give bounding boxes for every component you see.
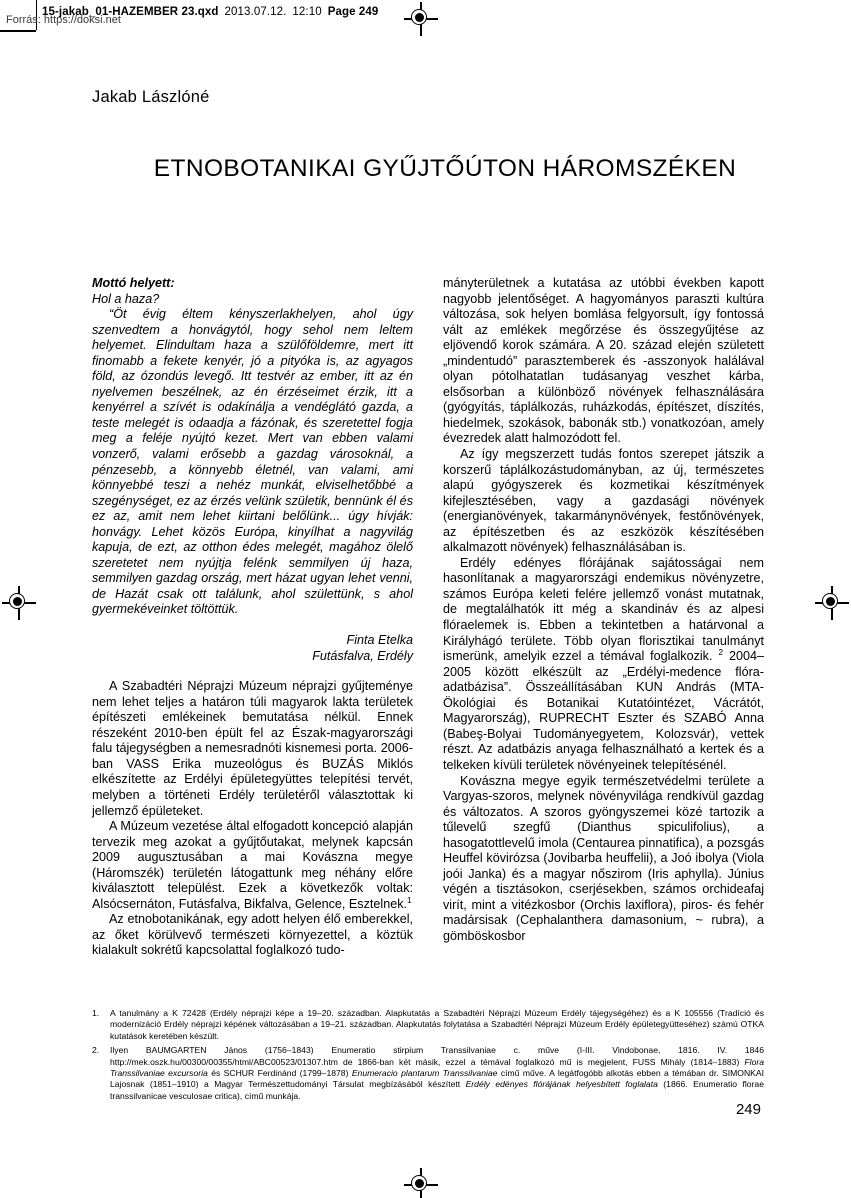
left-column: [92, 276, 413, 959]
motto-heading: Mottó helyett:: [92, 276, 175, 290]
footnote-2-italic-2: Enumeracio plantarum Transsilvaniae: [351, 1068, 498, 1079]
footnote-text-2: [110, 1045, 764, 1102]
footnote-2-part-1: Ilyen BAUMGARTEN János (1756–1843) Enumeratio stirpium Transsilvaniae c. műve (I-III. Vindobonae, 1816. IV. 1846 http://mek.oszk.hu/00300/00355/html/ABC00523/01307.htm de 1866-ban két másik, ezzel a témával foglalkozó mű is megjelent, FUSS Mihály (1814–1883): [110, 1045, 764, 1067]
footnote-2-italic-3: Erdély edényes flórájának helyesbített foglalata: [465, 1079, 658, 1090]
right-paragraph-2: Az így megszerzett tudás fontos szerepet játszik a korszerű táplálkozástudományban, az új, természetes alapú gyógyszerek és kozmetikai készítmények kifejlesztésében, vagy a gazdasági növények (energianövények, takarmánynövények, festőnövények, az építészetben és az eszközök készítésében alkalmazott növények) felhasználásában is.: [443, 447, 764, 555]
motto-text: “Öt évig éltem kényszerlakhelyen, ahol úgy szenvedtem a honvágytól, hogy sehol nem leltem helyemet. Elindultam haza a szülőföldemre, mert itt finomabb a fekete kenyér, jó a pityóka is, az agyagos föld, az ózondús levegő. Itt testvér az ember, itt az én nyelvemen beszélnek, az én érzéseimet érzik, itt a kenyérrel a szívét is odakínálja a vendéglátó gazda, a teste melegét is odaadja a fázónak, és szeretettel fogja meg a feléje nyújtó kezet. Mert van ebben valami vonzerő, valami erősebb a gazdag városoknál, a pénzesebb, a könnyebb életnél, van valami, ami könnyebbé teszi a nehéz munkát, elviselhetőbbé a szegénységet, ez az érzés velünk születik, bennünk él és ez az, amit nem lehet kiirtani belőlünk... úgy hívják: honvágy. Lehet közös Európa, kinyílhat a nagyvilág kapuja, de ezt, az otthon édes melegét, magához ölelő szeretetet nem nyújtja felénk semmilyen új haza, semmilyen gazdag ország, mert házat ugyan lehet venni, de Hazát csak ott találunk, ahol születtünk, s ahol gyermekéveinket töltöttük.: [92, 307, 413, 617]
footnote-text-1: A tanulmány a K 72428 (Erdély néprajzi képe a 19–20. században. Alapkutatás a Szabadtéri Néprajzi Múzeum Erdély tájegységéhez) és a K 105556 (Tradíció és modernizáció Erdély néprajzi képének változásában a 19–21. században. Alapkutatás folytatása a Szabadtéri Néprajzi Múzeum Erdély épületegyütteséhez) számú OTKA kutatások keretében készült.: [110, 1008, 764, 1041]
right-paragraph-4: Kovászna megye egyik természetvédelmi területe a Vargyas-szoros, melynek növényvilága rendkívül gazdag és változatos. A szoros gyöngyszemei közé tartozik a tűlevelű szegfű (Dianthus spiculifolius), a hasogatottlevelű imola (Centaurea pinnatifica), a pozsgás Heuffel kövirózsa (Jovibarba heuffelii), a Joó ibolya (Viola joói Janka) és a magyar nőszirom (Iris aphylla). Június végén a tisztásokon, cserjésekben, számos orchideafaj virít, mint a vitézkosbor (Orchis laxiflora), piros- és fehér madársisak (Cephalanthera damasonium, ~ rubra), a gömböskosbor: [443, 773, 764, 943]
print-header-date: 2013.07.12.: [224, 6, 287, 18]
page-number: 249: [735, 1101, 761, 1118]
print-header-page-label: Page 249: [327, 6, 379, 18]
right-paragraph-3: [443, 556, 764, 774]
left-paragraph-3: Az etnobotanikának, egy adott helyen élő emberekkel, az őket körülvevő természeti környezettel, a köztük kialakult sokrétű kapcsolattal foglalkozó tudo-: [92, 912, 413, 958]
left-paragraph-2-text: A Múzeum vezetése által elfogadott koncepció alapján tervezik meg azokat a gyűjtőutakat, melynek kapcsán 2009 augusztusában a mai Kovászna megye (Háromszék) területén látogattunk meg néhány előre kiválasztott települést. Ezek a következők voltak: Alsócsernáton, Futásfalva, Bikfalva, Gelence, Esztelnek.: [92, 819, 413, 911]
print-header-time: 12:10: [292, 6, 322, 18]
page-title: ETNOBOTANIKAI GYŰJTŐÚTON HÁROMSZÉKEN: [153, 155, 737, 182]
header-rule: [0, 30, 36, 32]
motto-attribution-place: Futásfalva, Erdély: [312, 648, 413, 663]
motto-subheading: Hol a haza?: [92, 291, 160, 306]
left-paragraph-1: A Szabadtéri Néprajzi Múzeum néprajzi gyűjteménye nem lehet teljes a határon túli magyarok lakta területek építészeti emlékeinek bemutatása nélkül. Ennek részeként 2010-ben épült fel az Észak-magyarországi falu tájegységben a nemesradnóti kisnemesi porta. 2006-ban VASS Erika muzeológus és BUZÁS Miklós elkészítette az Erdélyi épületegyüttes telepítési tervét, melyben a történeti Erdély területéről választottak ki jellemző épületeket.: [92, 679, 413, 818]
footnote-ref-1[interactable]: 1: [407, 894, 412, 905]
motto-attribution-name: Finta Etelka: [346, 633, 413, 648]
footnote-number-2: 2.: [92, 1045, 100, 1056]
footnotes-section: [92, 1008, 764, 1105]
registration-mark-top-icon: [404, 2, 438, 36]
footnote-number-1: 1.: [92, 1008, 100, 1018]
right-paragraph-3-text: Erdély edényes flórájának sajátosságai nem hasonlítanak a magyarországi endemikus növényzetre, számos Európa keleti felére jellemző vonást mutatnak, de megtalálhatók itt még a skandináv és az alpesi flóraelemek is. Ebben a tekintetben a határvonal a Királyhágó területe. Több olyan florisztikai tanulmányt ismerünk, amelyik ezzel a témával foglalkozik.: [443, 555, 764, 664]
footnote-item-1: [92, 1008, 764, 1042]
right-paragraph-3-continued: 2004–2005 között elkészült az „Erdélyi-medence flóra-adatbázisa”. Összeállításában KUN András (MTA-Ökológiai és Botanikai Kutatóintézet, Vácrátót, Magyarország), RUPRECHT Eszter és SZABÓ Anna (Babeş-Bolyai Tudományegyetem, Kolozsvár), vettek részt. Az adatbázis anyaga felhasználható a kertek és a telkeken kívüli területek növényeinek telepítésénél.: [443, 649, 765, 772]
footnote-2-part-4: (1866. Enumeratio florae transsilvanicae vesculosae critica), című munkája.: [110, 1079, 764, 1101]
footnote-ref-2[interactable]: 2: [718, 646, 724, 657]
title-block: [92, 88, 760, 183]
source-watermark: Forrás: https://doksi.net: [6, 14, 121, 26]
footnote-2-part-3: című műve. A legátfogóbb alkotás ebben a témában dr. SIMONKAI Lajosnak (1851–1910) a Magyar Természettudományi Társulat megbízásából készített: [110, 1068, 764, 1090]
footnote-2-italic-1: Flora Transsilvaniae excursoria: [110, 1056, 764, 1079]
author-byline: Jakab Lászlóné: [92, 88, 210, 106]
footnote-2-part-2: és SCHUR Ferdinánd (1799–1878): [207, 1068, 352, 1079]
registration-mark-right-icon: [815, 586, 849, 620]
footnote-item-2: [92, 1045, 764, 1102]
print-header-filename: 15-jakab_01-HAZEMBER 23.qxd: [42, 6, 219, 18]
registration-mark-bottom-icon: [404, 1168, 438, 1198]
right-column: [443, 276, 764, 959]
right-paragraph-1: mányterületnek a kutatása az utóbbi években kapott nagyobb jelentőséget. A hagyományos paraszti kultúra változása, sok helyen bomlása felgyorsult, így fontossá vált az emlékek megőrzése és összegyűjtése az eljövendő korok számára. A 20. század elején született „mindentudó” parasztemberek és -asszonyok halálával olyan pótolhatatlan tudásanyag veszhet kárba, elsősorban a különböző növények felhasználására (gyógyítás, táplálkozás, ruházkodás, építészet, díszítés, hiedelmek, szokások, babonák stb.) vonatkozóan, amely évezredek alatt halmozódott fel.: [443, 276, 764, 446]
left-paragraph-2: [92, 819, 413, 912]
body-columns: [92, 276, 764, 959]
registration-mark-left-icon: [2, 586, 36, 620]
